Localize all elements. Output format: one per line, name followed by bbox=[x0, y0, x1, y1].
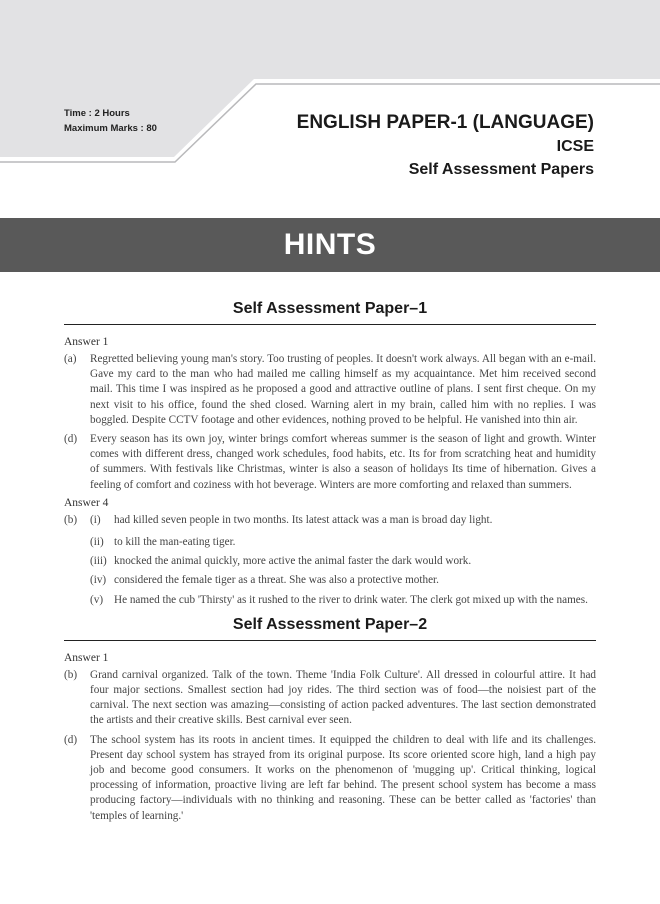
answer-label: Answer 4 bbox=[64, 496, 109, 509]
sub-item-number: (iv) bbox=[90, 574, 107, 587]
marks-label: Maximum Marks : 80 bbox=[64, 123, 157, 134]
sub-item-number: (v) bbox=[90, 593, 104, 606]
hints-banner: HINTS bbox=[0, 218, 660, 272]
item-text: The school system has its roots in ancient times. It equipped the children to deal with life and its challenges. Present day school system has strayed from its original purpose. Its score oriented score high, land a high pay job and become good consumers. It works on the phenomenon of 'mugging up'. Critical thinking, logical processing of information, proactive living are left far behind. The present school system has become a mass producing factory—individuals with no thinking and reasoning. These can be better called as 'factories' than 'temples of learning.' bbox=[90, 733, 596, 822]
answer-item bbox=[64, 668, 596, 729]
answer-item bbox=[64, 432, 596, 493]
sub-item bbox=[90, 593, 596, 608]
sub-item-number: (iii) bbox=[90, 555, 107, 568]
answer-label: Answer 1 bbox=[64, 651, 109, 664]
sub-item bbox=[90, 554, 596, 569]
sub-item-text: to kill the man-eating tiger. bbox=[114, 536, 236, 549]
answer-item bbox=[64, 513, 596, 532]
section-title-paper1: Self Assessment Paper–1 bbox=[64, 300, 596, 325]
section-title-paper2: Self Assessment Paper–2 bbox=[64, 616, 596, 641]
exam-meta bbox=[64, 106, 157, 136]
sub-item-number: (ii) bbox=[90, 536, 104, 549]
title-block bbox=[297, 110, 594, 181]
sub-item-text: considered the female tiger as a threat. She was also a protective mother. bbox=[114, 574, 439, 587]
sub-item-number: (i) bbox=[90, 513, 101, 526]
sub-item bbox=[90, 573, 596, 588]
item-text: Every season has its own joy, winter brings comfort whereas summer is the season of light and growth. Winter comes with different dress, changed work schedules, food habits, etc. Its for from scratching heat and humidity of summers. With festivals like Christmas, winter is also a season of holidays Its time of hibernation. Gives a feeling of comfort and coziness with hot beverage. Winters are more comforting and relaxed than summers. bbox=[90, 433, 596, 491]
item-label: (a) bbox=[64, 353, 77, 365]
sub-item bbox=[90, 513, 596, 528]
paper-subtitle: Self Assessment Papers bbox=[408, 161, 594, 178]
item-text: Regretted believing young man's story. Too trusting of peoples. It doesn't work always. All began with an e-mail. Gave my card to the man who had mailed me calling himself as my acquaintance. Met him received second mail. This time I was inspired as he proposed a good and attractive outline of plans. I sent first cheque. On my next visit to his office, found the shed closed. Warning alert in my brain, called him with no replies. I was boggled. Despite CCTV footage and other evidences, nothing proved to be helpful. He vanished into thin air. bbox=[90, 353, 596, 426]
paper-title: ENGLISH PAPER-1 (LANGUAGE) bbox=[296, 112, 594, 133]
sub-item-text: knocked the animal quickly, more active the animal faster the dark would work. bbox=[114, 555, 472, 568]
item-label: (b) bbox=[64, 513, 78, 526]
item-label: (d) bbox=[64, 433, 78, 446]
item-label: (d) bbox=[64, 733, 78, 746]
sub-item-text: had killed seven people in two months. Its latest attack was a man is broad day light. bbox=[114, 513, 493, 526]
sub-item-text: He named the cub 'Thirsty' as it rushed to the river to drink water. The clerk got mixed up with the names. bbox=[114, 593, 588, 606]
item-text: Grand carnival organized. Talk of the town. Theme 'India Folk Culture'. All dressed in colourful attire. It had four major sections. Smallest section had joy rides. The third section was of food—the noisiest part of the carnival. The next section was amazing—consisting of action packed adventures. The last section demonstrated the artists and their creative skills. Best carnival ever seen. bbox=[90, 668, 596, 727]
sub-item bbox=[90, 535, 596, 550]
item-label: (b) bbox=[64, 668, 78, 681]
board-name: ICSE bbox=[556, 138, 594, 155]
answer-item bbox=[64, 733, 596, 824]
answer-item bbox=[64, 352, 596, 428]
content bbox=[64, 300, 596, 828]
sub-list bbox=[90, 513, 596, 532]
answer-label: Answer 1 bbox=[64, 336, 109, 348]
time-label: Time : 2 Hours bbox=[64, 108, 130, 119]
